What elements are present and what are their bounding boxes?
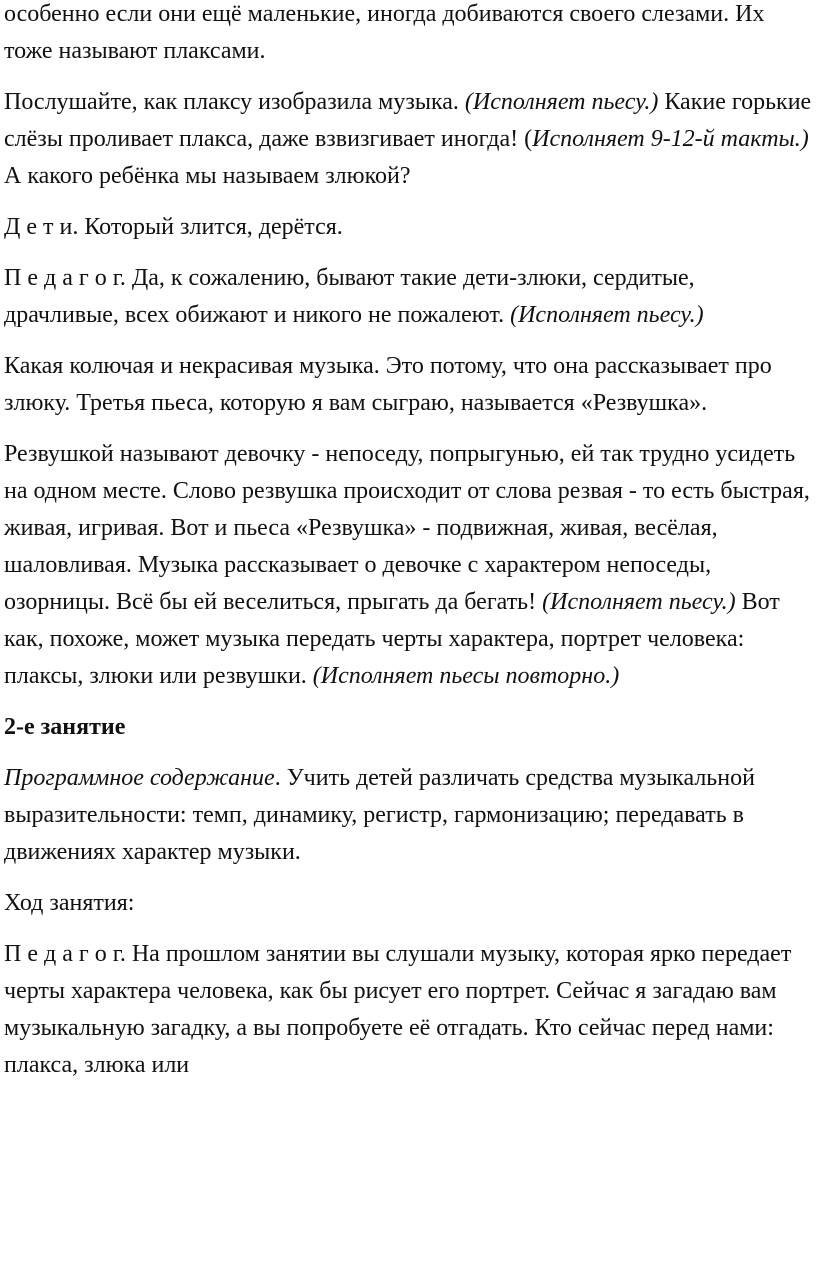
paragraph-children-reply [4,209,812,246]
paragraph-prickly-music [4,348,812,422]
paragraph-text: . Учить детей различать средства музыкальной выразительности: темп, динамику, регистр, гармонизацию; передавать в движениях характер музыки. [4,765,755,865]
paragraph-teacher-riddle [4,936,812,1084]
stage-direction: (Исполняет пьесы повторно.) [312,663,620,689]
paragraph-crybaby-music [4,84,812,195]
speaker-label: Д е т и [4,214,73,240]
paragraph-rezvushka [4,436,812,695]
paragraph-crybaby-intro [4,0,812,70]
stage-direction: (Исполняет пьесу.) [464,89,659,115]
stage-direction: (Исполняет пьесу.) [542,589,736,615]
paragraph-text: Какие горькие слёзы проливает плакса, даже взвизгивает иногда! ( [4,89,812,152]
document-page [4,0,812,1098]
paragraph-text: Резвушкой называют девочку - непоседу, попрыгунью, ей так трудно усидеть на одном месте. Слово резвушка происходит от слова резвая - то есть быстрая, живая, игривая. Вот и пьеса «Резвушка» - подвижная, живая, весёлая, шаловливая. Музыка рассказывает о девочке с характером непоседы, озорницы. Всё бы ей веселиться, прыгать да бегать! [4,441,810,615]
paragraph-text: . Да, к сожалению, бывают такие дети-злюки, сердитые, драчливые, всех обижают и никого не пожалеют. [4,265,695,328]
paragraph-program-content [4,760,812,871]
paragraph-text: Ход занятия: [4,890,135,916]
section-heading: 2-е занятие [4,714,126,740]
stage-direction: (Исполняет пьесу.) [510,302,704,328]
paragraph-text: . На прошлом занятии вы слушали музыку, которая ярко передает черты характера человека, как бы рисует его портрет. Сейчас я загадаю вам музыкальную загадку, а вы попробуете её отгадать. Кто сейчас перед нами: плакса, злюка или [4,941,792,1078]
speaker-label: П е д а г о г [4,265,120,291]
speaker-label: П е д а г о г [4,941,120,967]
paragraph-text: А какого ребёнка мы называем злюкой? [4,163,411,189]
paragraph-teacher-angry [4,260,812,334]
stage-direction: Исполняет 9-12-й такты.) [532,126,809,152]
paragraph-text: особенно если они ещё маленькие, иногда добиваются своего слезами. Их тоже называют плаксами. [4,1,765,64]
program-content-label: Программное содержание [4,765,275,791]
paragraph-lesson-course [4,885,812,922]
paragraph-text: Послушайте, как плаксу изобразила музыка. [4,89,465,115]
paragraph-text: . Который злится, дерётся. [72,214,343,240]
paragraph-text: Какая колючая и некрасивая музыка. Это потому, что она рассказывает про злюку. Третья пьеса, которую я вам сыграю, называется «Резвушка». [4,353,772,416]
paragraph-text: Вот как, похоже, может музыка передать черты характера, портрет человека: плаксы, злюки или резвушки. [4,589,780,689]
